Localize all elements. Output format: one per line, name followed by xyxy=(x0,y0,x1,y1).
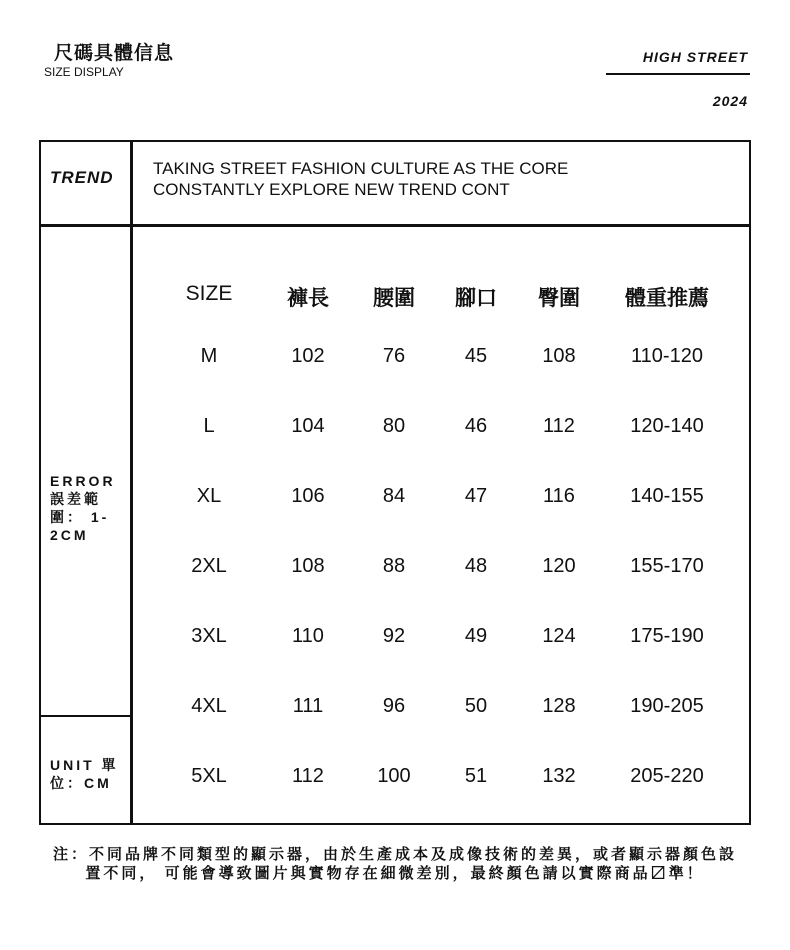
title-en: SIZE DISPLAY xyxy=(44,65,124,79)
table-cell-size: M xyxy=(200,345,218,367)
unit-divider xyxy=(39,715,133,717)
table-cell-hem: 47 xyxy=(464,485,488,507)
column-header-hem: 腳口 xyxy=(455,287,497,310)
tagline-line-2: CONSTANTLY EXPLORE NEW TREND CONT xyxy=(153,180,510,199)
table-cell-length: 110 xyxy=(292,625,324,647)
table-cell-weight: 110-120 xyxy=(631,345,703,367)
error-note: ERROR 誤差範圍： 1-2CM xyxy=(50,473,116,543)
table-cell-hip: 132 xyxy=(542,765,576,787)
table-cell-hem: 49 xyxy=(464,625,488,647)
footnote-line-1: 注：不同品牌不同類型的顯示器，由於生產成本及成像技術的差異，或者顯示器顏色設 xyxy=(52,846,737,863)
tagline xyxy=(153,158,568,200)
table-cell-hip: 128 xyxy=(542,695,576,717)
table-cell-length: 111 xyxy=(292,695,324,717)
column-header-size: SIZE xyxy=(185,282,233,305)
brand-label: HIGH STREET xyxy=(642,49,748,65)
table-cell-waist: 100 xyxy=(377,765,411,787)
table-cell-size: L xyxy=(203,415,215,437)
table-cell-waist: 96 xyxy=(382,695,406,717)
table-cell-waist: 80 xyxy=(382,415,406,437)
table-cell-size: 5XL xyxy=(191,765,227,787)
table-cell-waist: 76 xyxy=(382,345,406,367)
banner-divider xyxy=(39,224,751,227)
table-cell-hip: 124 xyxy=(542,625,576,647)
table-cell-size: 3XL xyxy=(191,625,227,647)
tagline-line-1: TAKING STREET FASHION CULTURE AS THE CORE xyxy=(153,159,569,178)
year-label: 2024 xyxy=(712,93,748,109)
table-cell-weight: 155-170 xyxy=(630,555,704,577)
column-header-length: 褲長 xyxy=(287,287,329,310)
table-cell-size: XL xyxy=(196,485,222,507)
trend-label: TREND xyxy=(50,168,114,187)
column-header-waist: 腰圍 xyxy=(373,287,415,310)
table-cell-weight: 120-140 xyxy=(630,415,704,437)
table-cell-weight: 190-205 xyxy=(630,695,704,717)
table-cell-hip: 112 xyxy=(543,415,575,437)
table-cell-waist: 88 xyxy=(382,555,406,577)
table-cell-weight: 205-220 xyxy=(630,765,704,787)
table-cell-hem: 46 xyxy=(464,415,488,437)
table-cell-length: 104 xyxy=(291,415,325,437)
size-chart-frame xyxy=(39,140,751,825)
brand-underline xyxy=(606,73,750,75)
unit-note: UNIT 單位：CM xyxy=(50,757,119,791)
table-cell-hip: 120 xyxy=(542,555,576,577)
column-header-hip: 臀圍 xyxy=(538,287,580,310)
table-cell-hem: 48 xyxy=(464,555,488,577)
footnote-line-2: 置不同， 可能會導致圖片與實物存在細微差別，最終顏色請以實際商品〼準！ xyxy=(85,865,705,882)
table-cell-length: 112 xyxy=(292,765,324,787)
side-column-divider xyxy=(130,140,133,825)
title-cn: 尺碼具體信息 xyxy=(54,43,175,64)
table-cell-size: 4XL xyxy=(191,695,227,717)
table-cell-hem: 51 xyxy=(464,765,488,787)
table-cell-waist: 92 xyxy=(382,625,406,647)
table-cell-length: 102 xyxy=(291,345,325,367)
table-cell-weight: 175-190 xyxy=(630,625,704,647)
table-cell-weight: 140-155 xyxy=(630,485,704,507)
table-cell-hip: 116 xyxy=(543,485,575,507)
table-cell-length: 108 xyxy=(291,555,325,577)
table-cell-hem: 50 xyxy=(464,695,488,717)
table-cell-size: 2XL xyxy=(191,555,227,577)
table-cell-length: 106 xyxy=(291,485,325,507)
table-cell-hem: 45 xyxy=(464,345,488,367)
table-cell-waist: 84 xyxy=(382,485,406,507)
table-cell-hip: 108 xyxy=(542,345,576,367)
column-header-weight: 體重推薦 xyxy=(625,287,709,310)
